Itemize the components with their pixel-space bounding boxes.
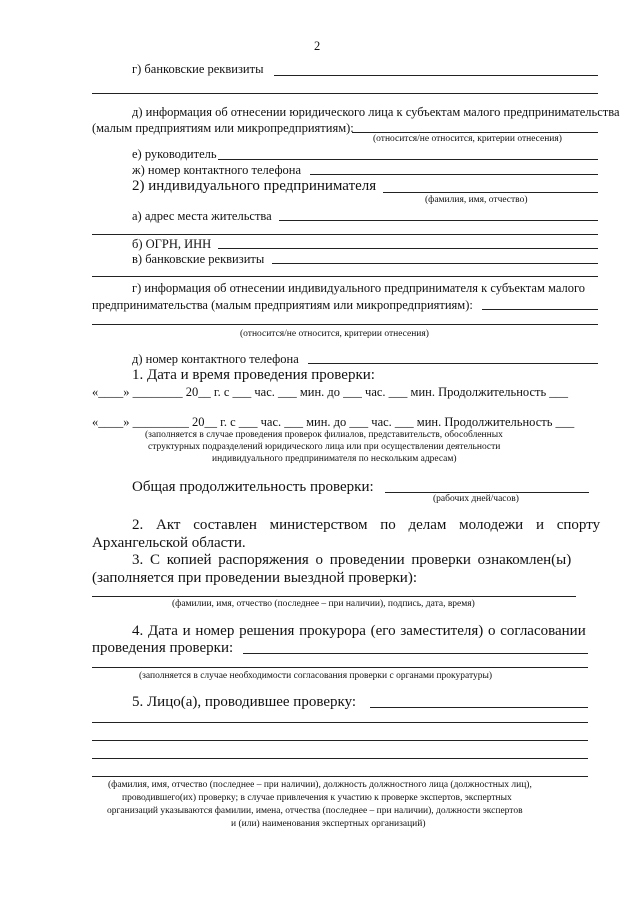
bank-details-field-2[interactable] xyxy=(92,93,598,94)
inspector-label: 5. Лицо(а), проводившее проверку: xyxy=(132,694,357,710)
dates-row-2[interactable]: «____» _________ 20__ г. с ___ час. ___ мин. до ___ час. ___ мин. Продолжительность ___ xyxy=(92,415,575,429)
entrepreneur-bank-field-2[interactable] xyxy=(92,276,598,277)
entrepreneur-smb-hint: (относится/не относится, критерии отнесения) xyxy=(240,329,429,339)
ogrn-field[interactable] xyxy=(218,248,598,249)
entrepreneur-name-field[interactable] xyxy=(383,192,598,193)
entrepreneur-bank-label: в) банковские реквизиты xyxy=(132,252,265,266)
dates-hint-1: (заполняется в случае проведения проверок филиалов, представительств, обособленных xyxy=(145,430,503,440)
inspector-field-2[interactable] xyxy=(92,722,588,723)
inspector-hint-2: проводившего(их) проверку; в случае привлечения к участию к проверке экспертов, экспертных xyxy=(122,793,512,803)
legal-phone-label: ж) номер контактного телефона xyxy=(132,163,302,177)
address-field[interactable] xyxy=(279,220,598,221)
head-field[interactable] xyxy=(218,159,598,160)
act-line-2: Архангельской области. xyxy=(92,535,246,551)
copy-line-2: (заполняется при проведении выездной проверки): xyxy=(92,570,417,586)
address-label: а) адрес места жительства xyxy=(132,209,272,223)
inspector-hint-4: и (или) наименования экспертных организаций) xyxy=(231,819,426,829)
total-duration-hint: (рабочих дней/часов) xyxy=(433,494,519,504)
ogrn-label: б) ОГРН, ИНН xyxy=(132,237,212,251)
copy-signature-field[interactable] xyxy=(92,596,576,597)
act-line-1: 2. Акт составлен министерством по делам молодежи и спорту xyxy=(132,517,601,533)
smb-info-hint: (относится/не относится, критерии отнесения) xyxy=(373,134,562,144)
entrepreneur-phone-label: д) номер контактного телефона xyxy=(132,352,299,366)
prosecutor-field-2[interactable] xyxy=(92,667,588,668)
entrepreneur-bank-field[interactable] xyxy=(272,263,598,264)
prosecutor-hint: (заполняется в случае необходимости согласования проверки с органами прокуратуры) xyxy=(139,671,493,681)
legal-phone-field[interactable] xyxy=(310,174,598,175)
entrepreneur-phone-field[interactable] xyxy=(308,363,598,364)
prosecutor-field[interactable] xyxy=(243,653,588,654)
entrepreneur-smb-field[interactable] xyxy=(482,309,598,310)
bank-details-field[interactable] xyxy=(274,75,598,76)
entrepreneur-smb-field-2[interactable] xyxy=(92,324,598,325)
copy-hint: (фамилии, имя, отчество (последнее – при наличии), подпись, дата, время) xyxy=(172,599,475,609)
head-label: е) руководитель xyxy=(132,147,217,161)
prosecutor-line-2: проведения проверки: xyxy=(92,640,234,656)
inspector-field[interactable] xyxy=(370,707,588,708)
total-duration-field[interactable] xyxy=(385,492,589,493)
copy-line-1: 3. С копией распоряжения о проведении проверки ознакомлен(ы) xyxy=(132,552,572,568)
total-duration-label: Общая продолжительность проверки: xyxy=(132,479,374,495)
dates-hint-3: индивидуального предпринимателя по нескольким адресам) xyxy=(212,454,457,464)
prosecutor-line-1: 4. Дата и номер решения прокурора (его заместителя) о согласовании xyxy=(132,623,586,639)
inspector-field-5[interactable] xyxy=(92,776,588,777)
entrepreneur-name-hint: (фамилия, имя, отчество) xyxy=(425,195,528,205)
address-field-2[interactable] xyxy=(92,234,598,235)
inspector-field-4[interactable] xyxy=(92,758,588,759)
entrepreneur-smb-line2: предпринимательства (малым предприятиям или микропредприятиям): xyxy=(92,298,473,312)
dates-row-1[interactable]: «____» ________ 20__ г. с ___ час. ___ мин. до ___ час. ___ мин. Продолжительность ___ xyxy=(92,385,569,399)
entrepreneur-smb-line1: г) информация об отнесении индивидуального предпринимателя к субъектам малого xyxy=(132,281,586,295)
entrepreneur-title: 2) индивидуального предпринимателя xyxy=(132,178,377,194)
bank-details-label: г) банковские реквизиты xyxy=(132,62,264,76)
smb-info-line2: (малым предприятиям или микропредприятиям): xyxy=(92,121,354,135)
inspector-hint-1: (фамилия, имя, отчество (последнее – при наличии), должность должностного лица (должностных лиц), xyxy=(108,780,532,790)
dates-title: 1. Дата и время проведения проверки: xyxy=(132,367,375,383)
smb-info-field[interactable] xyxy=(352,132,598,133)
page-number: 2 xyxy=(314,39,321,53)
inspector-hint-3: организаций указываются фамилии, имена, отчества (последнее – при наличии), должности экспертов xyxy=(107,806,523,816)
dates-hint-2: структурных подразделений юридического лица или при осуществлении деятельности xyxy=(148,442,501,452)
smb-info-line1: д) информация об отнесении юридического лица к субъектам малого предпринимательства xyxy=(132,105,620,119)
inspector-field-3[interactable] xyxy=(92,740,588,741)
